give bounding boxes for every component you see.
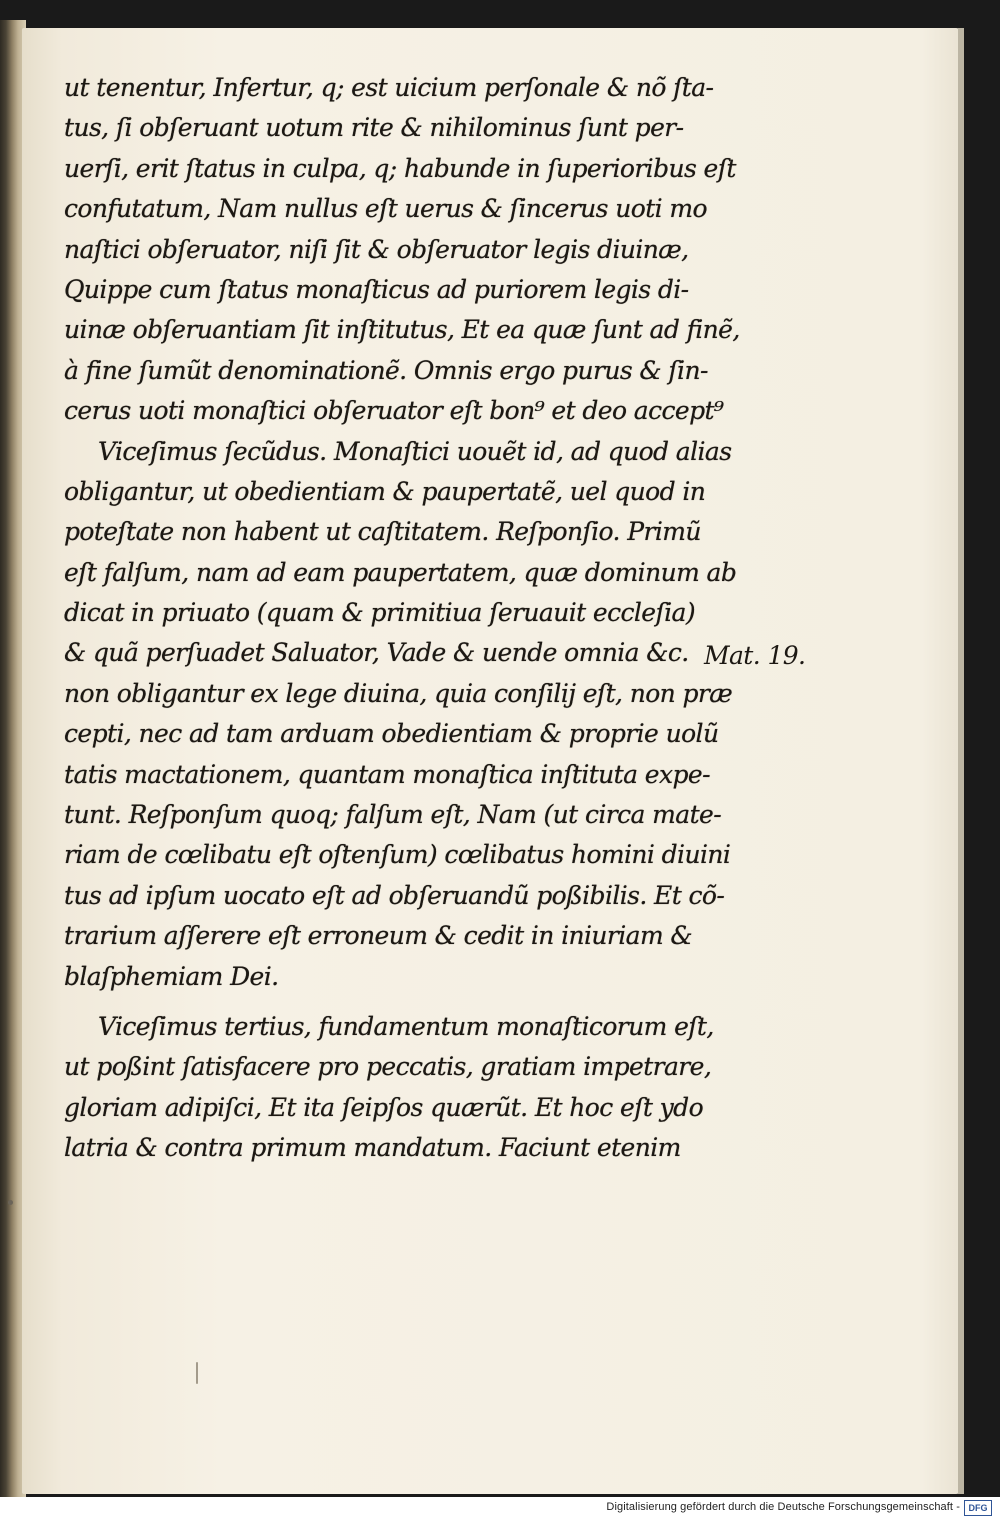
text-line: tus ad ipſum uocato eſt ad obſeruandũ poßibilis. Et cõ- xyxy=(64,880,725,910)
text-line: ut poßint ſatisfacere pro peccatis, gratiam impetrare, xyxy=(64,1052,712,1082)
body-text xyxy=(64,68,824,1169)
text-line: eſt falſum, nam ad eam paupertatem, quæ dominum ab xyxy=(64,557,737,587)
text-line: tatis mactationem, quantam monaſtica inſtituta expe- xyxy=(64,759,710,789)
text-line: & quã perſuadet Saluator, Vade & uende omnia &c. xyxy=(64,638,689,668)
ink-speck xyxy=(196,1362,198,1384)
text-line: uinæ obſeruantiam ſit inſtitutus, Et ea quæ ſunt ad finẽ, xyxy=(64,315,740,345)
paragraph-start-line: Viceſimus ſecũdus. Monaſtici uouẽt id, ad quod alias xyxy=(98,436,732,466)
dfg-logo: DFG xyxy=(964,1500,992,1516)
text-line: gloriam adipiſci, Et ita ſeipſos quærũt. Et hoc eſt ydo xyxy=(64,1092,704,1122)
marginal-note: Mat. 19. xyxy=(704,641,806,670)
text-line: tus, ſi obſeruant uotum rite & nihilominus ſunt per- xyxy=(64,113,684,143)
text-line: obligantur, ut obedientiam & paupertatẽ, uel quod in xyxy=(64,476,706,506)
text-line: trarium aſſerere eſt erroneum & cedit in iniuriam & xyxy=(64,921,693,951)
text-line: confutatum, Nam nullus eſt uerus & ſincerus uoti mo xyxy=(64,194,707,224)
text-line: dicat in priuato (quam & primitiua ſeruauit eccleſia) xyxy=(64,598,695,628)
text-line: uerſi, erit ſtatus in culpa, q; habunde in ſuperioribus eſt xyxy=(64,153,736,183)
text-line: naſtici obſeruator, niſi ſit & obſeruator legis diuinæ, xyxy=(64,234,689,264)
text-line: cepti, nec ad tam arduam obedientiam & proprie uolũ xyxy=(64,719,719,749)
text-line: cerus uoti monaſtici obſeruator eſt bon⁹ et deo accept⁹ xyxy=(64,396,724,426)
text-line: non obligantur ex lege diuina, quia conſilij eſt, non præ xyxy=(64,678,733,708)
text-line: riam de cœlibatu eſt oſtenſum) cœlibatus homini diuini xyxy=(64,840,731,870)
text-line: à fine ſumũt denominationẽ. Omnis ergo purus & ſin- xyxy=(64,355,708,385)
text-line: Quippe cum ſtatus monaſticus ad puriorem legis di- xyxy=(64,274,689,304)
text-line: poteſtate non habent ut caſtitatem. Reſponſio. Primũ xyxy=(64,517,701,547)
ink-speck xyxy=(8,1200,13,1205)
text-line: tunt. Reſponſum quoq; falſum eſt, Nam (ut circa mate- xyxy=(64,800,722,830)
text-line: blaſphemiam Dei. xyxy=(64,961,279,991)
footer-credit: Digitalisierung gefördert durch die Deutsche Forschungsgemeinschaft - xyxy=(606,1501,960,1513)
text-line: ut tenentur, Infertur, q; est uicium perſonale & nõ ſta- xyxy=(64,73,714,102)
paragraph-start-line: Viceſimus tertius, fundamentum monaſticorum eſt, xyxy=(98,1011,714,1041)
page-edge xyxy=(958,28,964,1494)
text-line: latria & contra primum mandatum. Faciunt etenim xyxy=(64,1133,681,1163)
